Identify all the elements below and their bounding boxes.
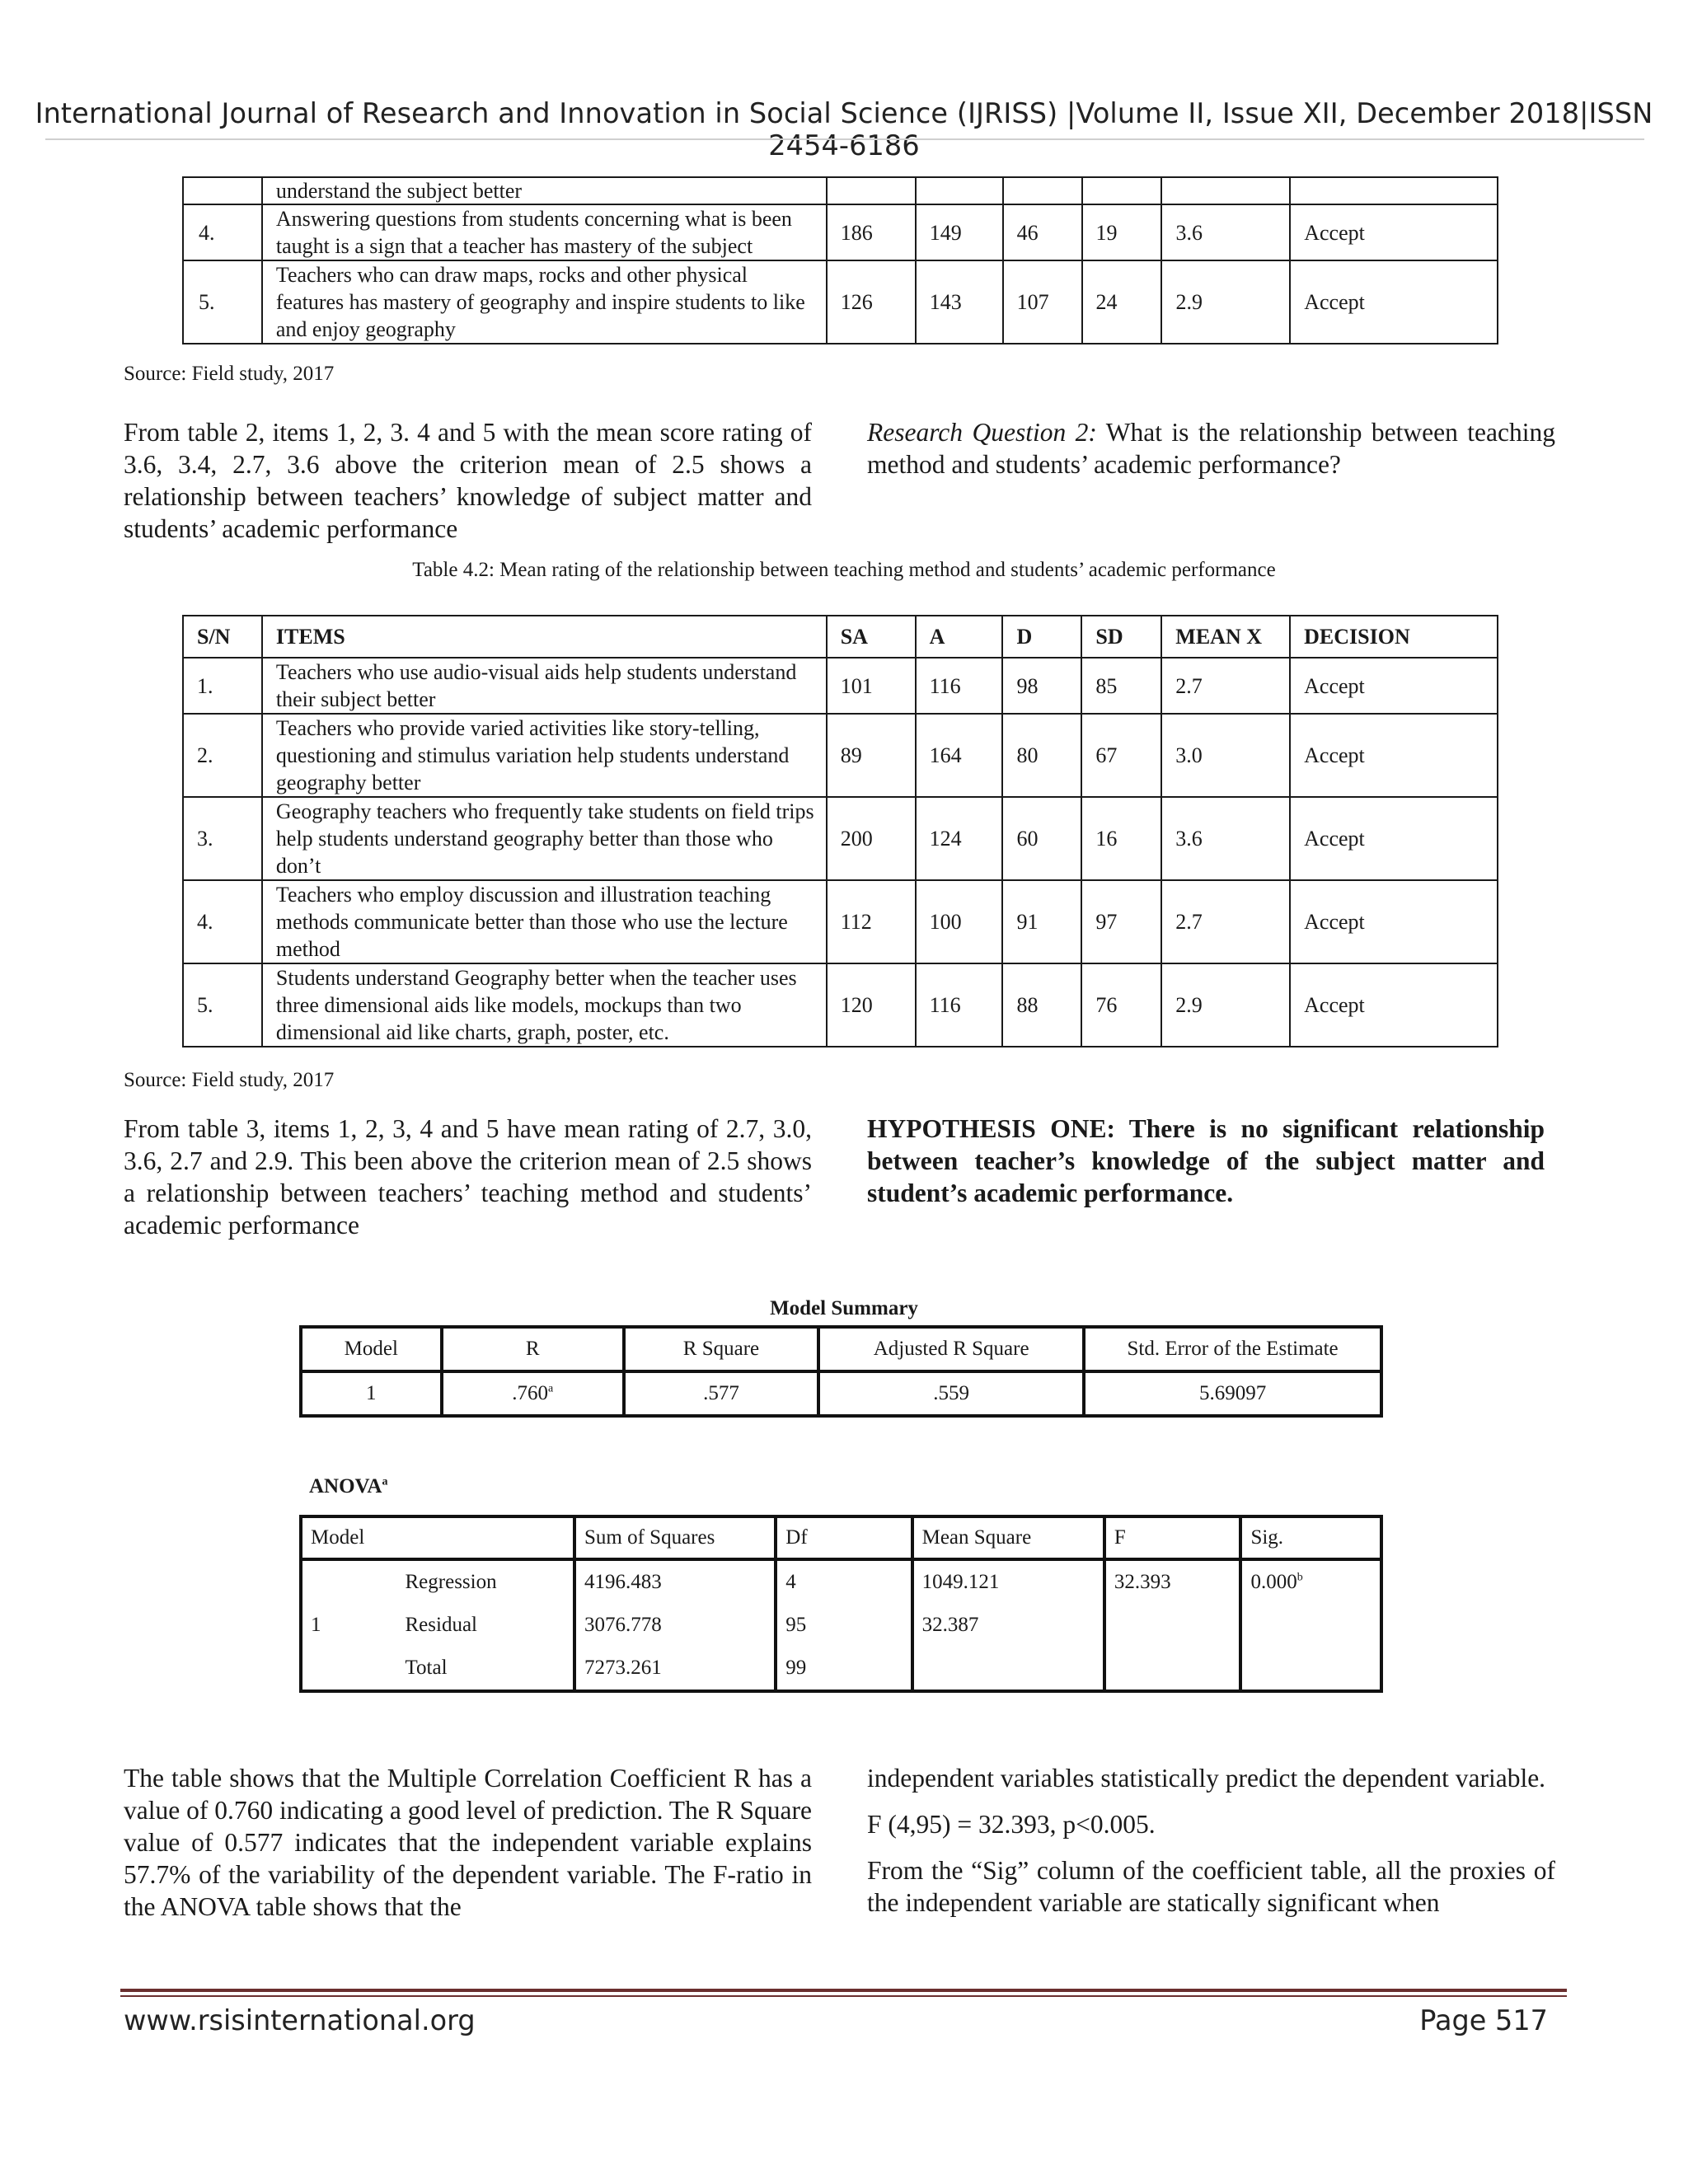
table-row <box>183 880 1498 963</box>
table-cell-sa: 186 <box>827 204 916 260</box>
journal-header: International Journal of Research and Innovation in Social Science (IJRISS) |Volume II, Issue XII, December 2018|ISSN 2454-6186 <box>35 97 1653 162</box>
table-cell-decision: Accept <box>1290 797 1498 880</box>
col-header-model: Model <box>301 1516 574 1559</box>
table-cell-a: 116 <box>916 658 1003 714</box>
table-cell-decision: Accept <box>1290 714 1498 797</box>
table-cell-source: Total <box>405 1657 448 1679</box>
table-cell-mean: 2.7 <box>1161 658 1290 714</box>
table-cell-ss: 4196.483 <box>574 1559 776 1604</box>
table-cell-df: 95 <box>776 1604 912 1647</box>
table-cell-model: 1 <box>311 1614 321 1636</box>
table-continued <box>182 176 1498 344</box>
col-header-sig: Sig. <box>1240 1516 1381 1559</box>
table-row <box>183 963 1498 1047</box>
model-summary-table <box>299 1325 1383 1418</box>
table-row <box>183 658 1498 714</box>
table-cell-sa: 126 <box>827 260 916 344</box>
table-row <box>301 1559 1381 1604</box>
table-row <box>183 204 1498 260</box>
anova-title: ANOVA$^a$ <box>309 1475 388 1497</box>
table-cell-d: 107 <box>1003 260 1082 344</box>
table-cell-a: 149 <box>916 204 1003 260</box>
table-row <box>183 797 1498 880</box>
table-header-row <box>301 1516 1381 1559</box>
table-cell-decision: Accept <box>1290 963 1498 1047</box>
table-cell-item: Geography teachers who frequently take students on field trips help students understand geography better than those who don’t <box>262 797 827 880</box>
col-header-sd: SD <box>1081 616 1161 658</box>
table-caption: Table 4.2: Mean rating of the relationship between teaching method and students’ academic performance <box>412 559 1276 581</box>
table-cell-item: understand the subject better <box>262 177 827 204</box>
table-cell-a: 116 <box>916 963 1003 1047</box>
table-cell-sd: 16 <box>1081 797 1161 880</box>
table-cell-d: 98 <box>1002 658 1081 714</box>
table-cell-decision: Accept <box>1290 260 1498 344</box>
table-cell-sa: 89 <box>827 714 916 797</box>
table-cell-r: .760$^a$ <box>442 1371 624 1416</box>
table-cell-sa: 101 <box>827 658 916 714</box>
col-header-df: Df <box>776 1516 912 1559</box>
source-note: Source: Field study, 2017 <box>124 363 335 385</box>
table-cell-mean: 2.7 <box>1161 880 1290 963</box>
paragraph-table2-summary: From table 2, items 1, 2, 3. 4 and 5 with the mean score rating of 3.6, 3.4, 2.7, 3.6 above the criterion mean of 2.5 shows a relationship between teachers’ knowledge of subject matter and students’ academic performance <box>124 418 812 543</box>
table-cell-item: Teachers who employ discussion and illustration teaching methods communicate better than those who use the lecture method <box>262 880 827 963</box>
table-cell-std-error: 5.69097 <box>1084 1371 1381 1416</box>
col-header-r-square: R Square <box>624 1327 818 1371</box>
col-header-d: D <box>1002 616 1081 658</box>
table-cell-ms: 1049.121 <box>912 1559 1104 1604</box>
table-cell-decision: Accept <box>1290 658 1498 714</box>
f-statistic: F (4,95) = 32.393, p<0.005. <box>867 1810 1156 1839</box>
table-cell-sd: 67 <box>1081 714 1161 797</box>
table-header-row <box>301 1327 1381 1371</box>
table-cell-item: Answering questions from students concerning what is been taught is a sign that a teacher has mastery of the subject <box>262 204 827 260</box>
table-cell-d: 80 <box>1002 714 1081 797</box>
table-row <box>183 714 1498 797</box>
rq-label: Research Question 2: <box>867 418 1097 447</box>
table-cell-mean: 3.6 <box>1161 204 1290 260</box>
table-cell-a: 124 <box>916 797 1003 880</box>
col-header-items: ITEMS <box>262 616 827 658</box>
col-header-sa: SA <box>827 616 916 658</box>
footer-page-number: Page 517 <box>1419 2004 1548 2036</box>
table-row <box>301 1371 1381 1416</box>
table-cell-sd: 24 <box>1082 260 1162 344</box>
table-cell-r-square: .577 <box>624 1371 818 1416</box>
table-cell-sn: 4. <box>183 880 262 963</box>
col-header-mean: MEAN X <box>1161 616 1290 658</box>
source-note: Source: Field study, 2017 <box>124 1069 335 1091</box>
table-cell-f: 32.393 <box>1104 1559 1241 1604</box>
table-cell-a: 143 <box>916 260 1003 344</box>
table-cell-ms: 32.387 <box>912 1604 1104 1647</box>
table-cell-sa: 112 <box>827 880 916 963</box>
table-cell-d: 60 <box>1002 797 1081 880</box>
table-cell-source: Regression <box>405 1571 497 1593</box>
table-cell-a: 100 <box>916 880 1003 963</box>
table-cell-sd: 85 <box>1081 658 1161 714</box>
table-cell-sn: 5. <box>183 260 262 344</box>
footer-divider-thin <box>120 1995 1567 1997</box>
col-header-std-error: Std. Error of the Estimate <box>1084 1327 1381 1371</box>
col-header-sum-squares: Sum of Squares <box>574 1516 776 1559</box>
table-cell-sn: 1. <box>183 658 262 714</box>
research-question-2 <box>867 416 1555 480</box>
table-cell-mean: 2.9 <box>1161 260 1290 344</box>
table-teaching-method <box>182 615 1498 1047</box>
table-cell-sd: 76 <box>1081 963 1161 1047</box>
col-header-f: F <box>1104 1516 1241 1559</box>
table-cell-df: 4 <box>776 1559 912 1604</box>
table-cell-model: 1 <box>301 1371 442 1416</box>
col-header-sn: S/N <box>183 616 262 658</box>
table-cell-sa: 120 <box>827 963 916 1047</box>
paragraph-right-column: independent variables statistically predict the dependent variable. F (4,95) = 32.393, p<0.005. From the “Sig” column of the coefficient table, all the proxies of the independent variable are statically significant when <box>867 1764 1555 1917</box>
col-header-r: R <box>442 1327 624 1371</box>
table-cell-item: Teachers who can draw maps, rocks and other physical features has mastery of geography and inspire students to like and enjoy geography <box>262 260 827 344</box>
col-header-decision: DECISION <box>1290 616 1498 658</box>
footer-divider <box>120 1989 1567 1992</box>
table-cell-d: 91 <box>1002 880 1081 963</box>
table-cell-source: Residual <box>405 1614 477 1636</box>
table-cell-decision: Accept <box>1290 204 1498 260</box>
footer-website: www.rsisinternational.org <box>124 2004 476 2036</box>
table-cell-sd: 19 <box>1082 204 1162 260</box>
table-cell-mean: 2.9 <box>1161 963 1290 1047</box>
table-cell-adj-r-square: .559 <box>818 1371 1084 1416</box>
header-divider <box>45 138 1644 140</box>
table-cell-df: 99 <box>776 1647 912 1691</box>
table-cell-mean: 3.6 <box>1161 797 1290 880</box>
table-cell-sig: 0.000$^b$ <box>1240 1559 1381 1604</box>
model-summary-title: Model Summary <box>770 1297 918 1319</box>
table-cell-ss: 7273.261 <box>574 1647 776 1691</box>
table-cell-item: Teachers who use audio-visual aids help students understand their subject better <box>262 658 827 714</box>
table-cell-decision: Accept <box>1290 880 1498 963</box>
paragraph-model-interpretation: The table shows that the Multiple Correlation Coefficient R has a value of 0.760 indicating a good level of prediction. The R Square value of 0.577 indicates that the independent variable explains 57.7% of the variability of the dependent variable. The F-ratio in the ANOVA table shows that the <box>124 1764 812 1921</box>
table-row <box>183 177 1498 204</box>
table-cell-sn: 3. <box>183 797 262 880</box>
table-row <box>301 1647 1381 1691</box>
table-cell-d: 88 <box>1002 963 1081 1047</box>
col-header-a: A <box>916 616 1003 658</box>
hypothesis-one: HYPOTHESIS ONE: There is no significant relationship between teacher’s knowledge of the subject matter and student’s academic performance. <box>867 1114 1545 1207</box>
table-header-row <box>183 616 1498 658</box>
col-header-model: Model <box>301 1327 442 1371</box>
table-cell-a: 164 <box>916 714 1003 797</box>
col-header-mean-square: Mean Square <box>912 1516 1104 1559</box>
table-cell-sn: 4. <box>183 204 262 260</box>
table-cell-sn: 5. <box>183 963 262 1047</box>
rq-text: What is the relationship between teaching method and students’ academic performance? <box>867 418 1556 479</box>
table-cell-mean: 3.0 <box>1161 714 1290 797</box>
paragraph-table3-summary: From table 3, items 1, 2, 3, 4 and 5 have mean rating of 2.7, 3.0, 3.6, 2.7 and 2.9. This been above the criterion mean of 2.5 shows a relationship between teachers’ teaching method and students’ academic performance <box>124 1114 812 1240</box>
table-row <box>301 1604 1381 1647</box>
table-row <box>183 260 1498 344</box>
anova-table <box>299 1515 1383 1693</box>
table-cell-d: 46 <box>1003 204 1082 260</box>
table-cell-sa: 200 <box>827 797 916 880</box>
table-cell-sd: 97 <box>1081 880 1161 963</box>
table-cell-sn: 2. <box>183 714 262 797</box>
table-cell-item: Teachers who provide varied activities like story-telling, questioning and stimulus variation help students understand geography better <box>262 714 827 797</box>
col-header-adj-r-square: Adjusted R Square <box>818 1327 1084 1371</box>
table-cell-ss: 3076.778 <box>574 1604 776 1647</box>
table-cell-item: Students understand Geography better when the teacher uses three dimensional aids like models, mockups than two dimensional aid like charts, graph, poster, etc. <box>262 963 827 1047</box>
